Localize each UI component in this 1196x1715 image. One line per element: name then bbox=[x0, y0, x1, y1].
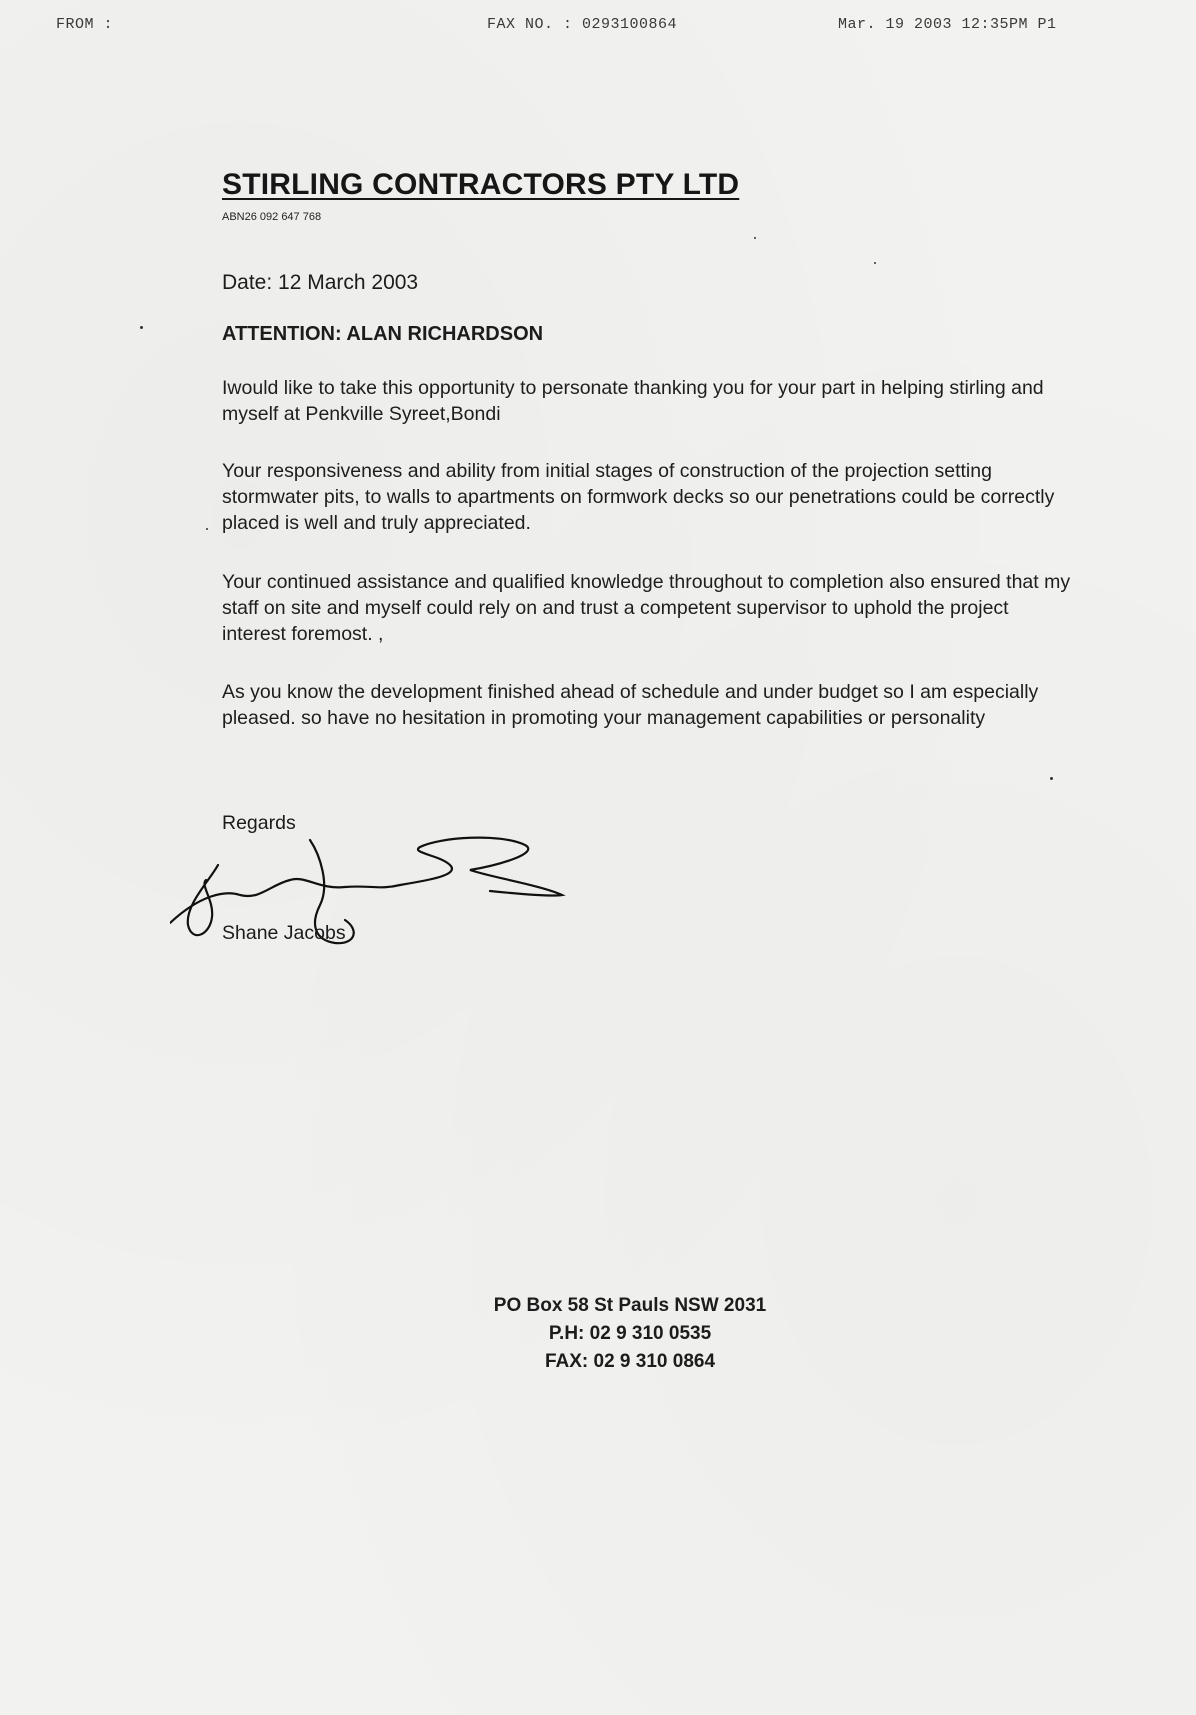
signer-name: Shane Jacobs bbox=[222, 922, 346, 944]
company-abn: ABN26 092 647 768 bbox=[222, 211, 322, 223]
letter-paragraph: Your continued assistance and qualified knowledge throughout to completion also ensured that my staff on site and myself could rely on and trust a competent supervisor to uphold the project interest foremost. , bbox=[222, 571, 1071, 645]
fax-transmission-header bbox=[0, 16, 1196, 40]
letter-paragraph: Iwould like to take this opportunity to personate thanking you for your part in helping stirling and myself at Penkville Syreet,Bondi bbox=[222, 377, 1044, 425]
scan-speck bbox=[206, 528, 208, 530]
letter-paragraph: As you know the development finished ahead of schedule and under budget so I am especially pleased. so have no hesitation in promoting your management capabilities or personality bbox=[222, 681, 1039, 729]
attention-line: ATTENTION: ALAN RICHARDSON bbox=[222, 323, 544, 345]
scan-speck bbox=[754, 237, 756, 239]
scan-speck bbox=[1050, 777, 1053, 780]
letter-date: Date: 12 March 2003 bbox=[222, 271, 419, 294]
footer-fax: FAX: 02 9 310 0864 bbox=[544, 1351, 716, 1372]
fax-from-label: FROM : bbox=[56, 16, 114, 33]
company-contact-footer bbox=[440, 1292, 820, 1376]
scan-speck bbox=[140, 326, 143, 329]
company-name: STIRLING CONTRACTORS PTY LTD bbox=[222, 168, 740, 201]
fax-number: FAX NO. : 0293100864 bbox=[487, 16, 678, 33]
fax-timestamp: Mar. 19 2003 12:35PM P1 bbox=[838, 16, 1057, 33]
scan-speck bbox=[874, 262, 876, 264]
closing-regards: Regards bbox=[222, 812, 296, 834]
letter-paragraph: Your responsiveness and ability from initial stages of construction of the projection setting stormwater pits, to walls to apartments on formwork decks so our penetrations could be correctly placed is well and truly appreciated. bbox=[222, 460, 1055, 534]
footer-po-box: PO Box 58 St Pauls NSW 2031 bbox=[493, 1295, 767, 1316]
footer-phone: P.H: 02 9 310 0535 bbox=[548, 1323, 712, 1344]
